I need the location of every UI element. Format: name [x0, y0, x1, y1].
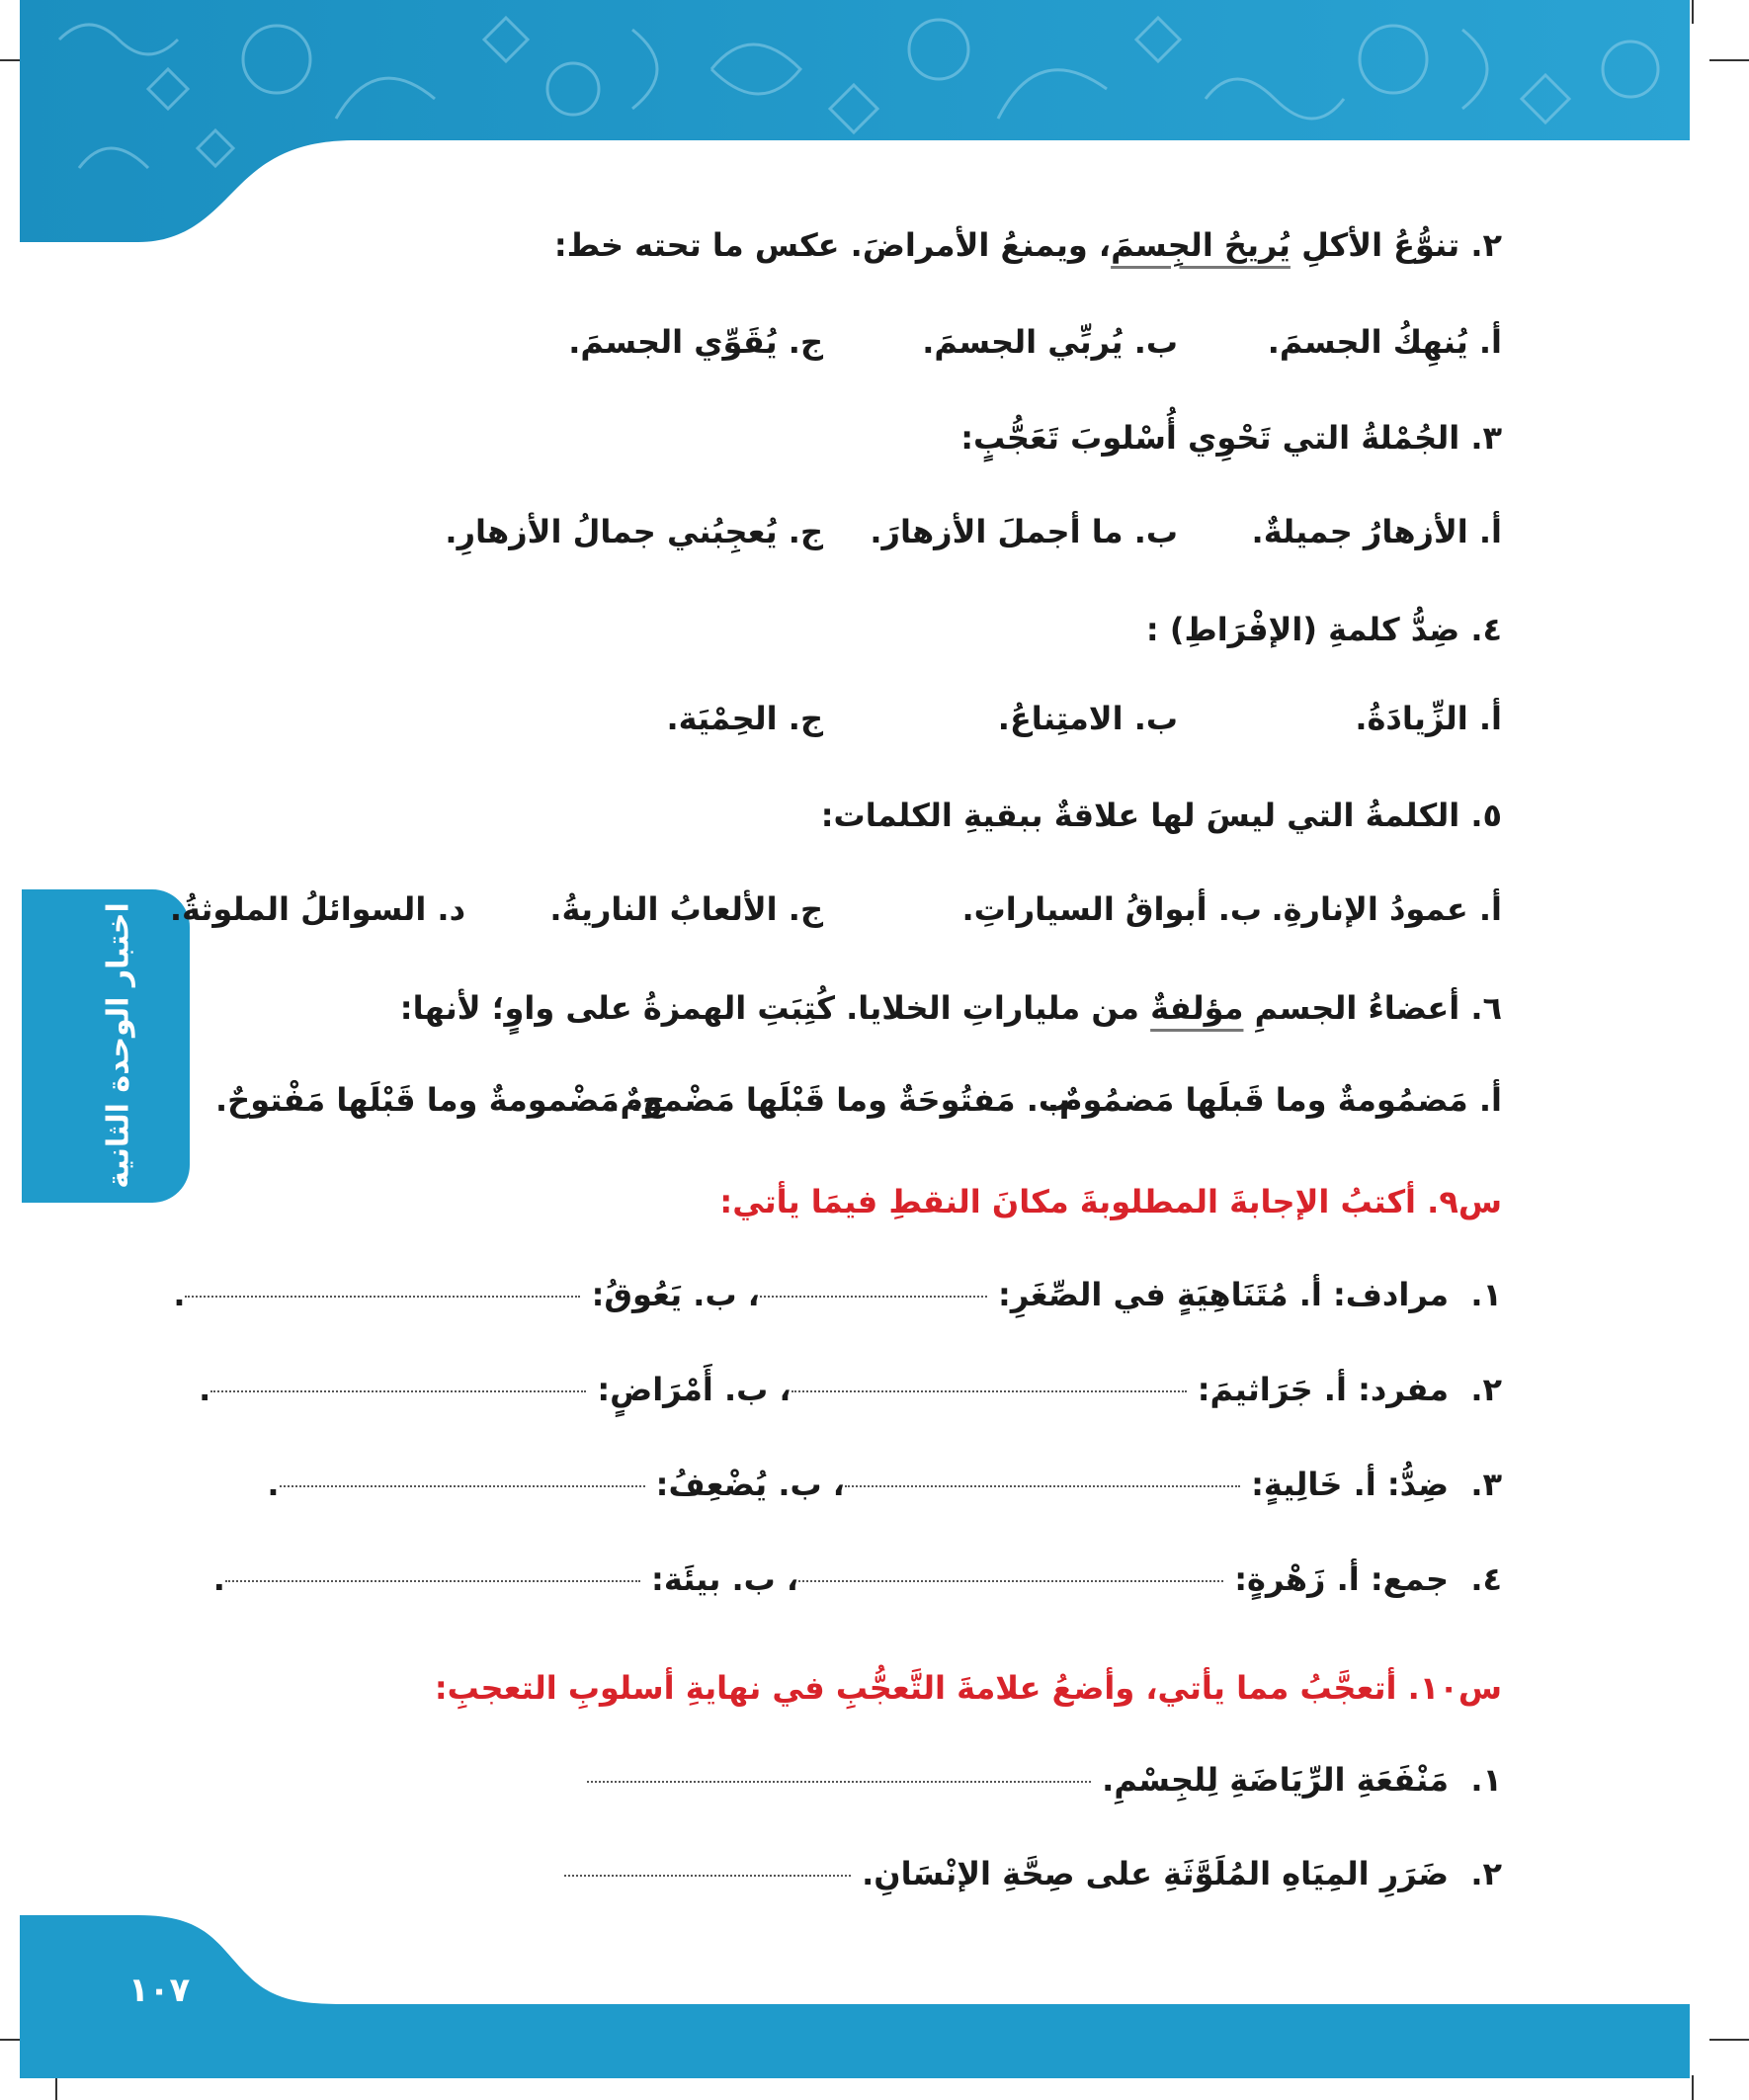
s9-item-end: . [173, 1276, 186, 1313]
s9-item-end: . [212, 1560, 225, 1598]
q2-option-b: ب. يُربِّي الجسمَ. [922, 323, 1178, 361]
s9-item-separator: ، [821, 1466, 845, 1503]
answer-blank[interactable] [280, 1485, 645, 1487]
page-number: ١٠٧ [128, 1971, 191, 2010]
q6-stem [400, 988, 1502, 1028]
s9-item-part-a: أ. مُتَنَاهِيَةٍ في الصِّغَرِ: [998, 1276, 1322, 1313]
q2-option-c: ج. يُقَوِّي الجسمَ. [568, 323, 823, 361]
q2-stem-underlined: يُريحُ الجِسمَ [1111, 226, 1291, 264]
s9-item-separator: ، [736, 1276, 760, 1313]
q5-stem: ٥. الكلمةُ التي ليسَ لها علاقةٌ ببقيةِ الكلمات: [820, 797, 1502, 834]
s9-item-number: ١. [1470, 1276, 1502, 1313]
answer-blank[interactable] [564, 1875, 851, 1877]
answer-blank[interactable] [760, 1296, 987, 1298]
s9-item-part-b: ب. أَمْرَاضٍ: [597, 1371, 769, 1408]
crop-mark [1692, 2075, 1694, 2100]
s9-item-end: . [267, 1466, 280, 1503]
s9-item-label: ضِدُّ: [1386, 1466, 1450, 1503]
q2-stem-pre: ٢. تنوُّعُ الأكلِ [1290, 226, 1502, 264]
q3-option-b: ب. ما أجملَ الأزهارَ. [870, 513, 1178, 550]
answer-blank[interactable] [225, 1580, 640, 1582]
s9-item-3 [267, 1465, 1502, 1504]
q5-option-b: ب. أبواقُ السياراتِ. [961, 890, 1262, 928]
s10-heading: س١٠. أتعجَّبُ مما يأتي، وأضعُ علامةَ التَّعجُّبِ في نهايةِ أسلوبِ التعجبِ: [434, 1669, 1502, 1707]
s9-item-part-a: أ. زَهْرةٍ: [1234, 1560, 1360, 1598]
s9-item-label: جمع: [1370, 1560, 1450, 1598]
answer-blank[interactable] [210, 1390, 586, 1392]
q2-stem [554, 225, 1502, 265]
s9-item-1 [173, 1275, 1502, 1314]
q4-option-b: ب. الامتِناعُ. [997, 700, 1178, 737]
s9-heading: س٩. أكتبُ الإجابةَ المطلوبةَ مكانَ النقطِ فيمَا يأتي: [719, 1183, 1502, 1220]
q4-option-a: أ. الزِّيادَةُ. [1355, 700, 1502, 737]
s9-item-label: مرادف: [1332, 1276, 1450, 1313]
s9-item-number: ٣. [1470, 1466, 1502, 1503]
q3-option-a: أ. الأزهارُ جميلةٌ. [1251, 513, 1502, 550]
answer-blank[interactable] [845, 1485, 1240, 1487]
q4-stem: ٤. ضِدُّ كلمةِ (الإفْرَاطِ) : [1145, 611, 1502, 648]
s10-item-text: مَنْفَعَةِ الرِّيَاضَةِ لِلجِسْمِ. [1102, 1761, 1450, 1799]
q6-stem-pre: ٦. أعضاءُ الجسمِ [1243, 989, 1502, 1027]
s10-item-text: ضَرَرِ المِيَاهِ المُلَوَّثَةِ على صِحَّةِ الإنْسَانِ. [862, 1855, 1450, 1892]
s9-item-part-a: أ. خَالِيةٍ: [1251, 1466, 1376, 1503]
answer-blank[interactable] [791, 1390, 1187, 1392]
q3-option-c: ج. يُعجِبُني جمالُ الأزهارِ. [445, 513, 823, 550]
crop-mark [1709, 59, 1749, 61]
s9-item-separator: ، [768, 1371, 791, 1408]
q6-stem-underlined: مؤلفةٌ [1150, 989, 1244, 1027]
q5-option-a: أ. عمودُ الإنارةِ. [1271, 890, 1502, 928]
s10-item-1 [587, 1760, 1502, 1800]
s9-item-separator: ، [775, 1560, 799, 1598]
q5-option-c: ج. الألعابُ الناريةُ. [549, 890, 823, 928]
answer-blank[interactable] [587, 1781, 1091, 1783]
s10-item-2 [564, 1854, 1502, 1893]
s9-item-number: ٤. [1470, 1560, 1502, 1598]
q2-stem-post: ، ويمنعُ الأمراضَ. عكس ما تحته خط: [553, 226, 1112, 264]
answer-blank[interactable] [798, 1580, 1223, 1582]
s9-item-end: . [199, 1371, 211, 1408]
s9-item-part-a: أ. جَرَاثيمَ: [1197, 1371, 1347, 1408]
side-tab-label: اختبار الوحدة الثانية [101, 902, 136, 1189]
s9-item-label: مفرد: [1358, 1371, 1450, 1408]
s9-item-part-b: ب. يُضْعِفُ: [655, 1466, 822, 1503]
q6-option-a: أ. مَضمُومةٌ وما قَبلَها مَضمُومٌ. [1046, 1081, 1502, 1119]
q4-option-c: ج. الحِمْيَة. [666, 700, 823, 737]
crop-mark [1709, 2039, 1749, 2041]
q5-option-d: د. السوائلُ الملوثةُ. [169, 890, 465, 928]
q6-option-b: ب. مَفتُوحَةٌ وما قَبْلَها مَضْمومٌ. [608, 1081, 1070, 1119]
s9-item-part-b: ب. بيئَة: [651, 1560, 776, 1598]
s10-item-number: ١. [1470, 1761, 1502, 1799]
s9-item-2 [199, 1370, 1502, 1409]
q6-stem-post: من ملياراتِ الخلايا. كُتِبَتِ الهمزةُ على واوٍ؛ لأنها: [399, 989, 1151, 1027]
answer-blank[interactable] [185, 1296, 580, 1298]
crop-mark [1692, 0, 1694, 24]
s9-item-number: ٢. [1470, 1371, 1502, 1408]
q6-option-c: ج. مَضْمومةٌ وما قَبْلَها مَفْتوحٌ. [215, 1081, 665, 1119]
s10-item-number: ٢. [1470, 1855, 1502, 1892]
q3-stem: ٣. الجُمْلةُ التي تَحْوِي أُسْلوبَ تَعَجُّبٍ: [960, 419, 1502, 457]
q2-option-a: أ. يُنهِكُ الجسمَ. [1267, 323, 1502, 361]
s9-item-part-b: ب. يَعُوقُ: [591, 1276, 737, 1313]
s9-item-4 [213, 1559, 1502, 1599]
